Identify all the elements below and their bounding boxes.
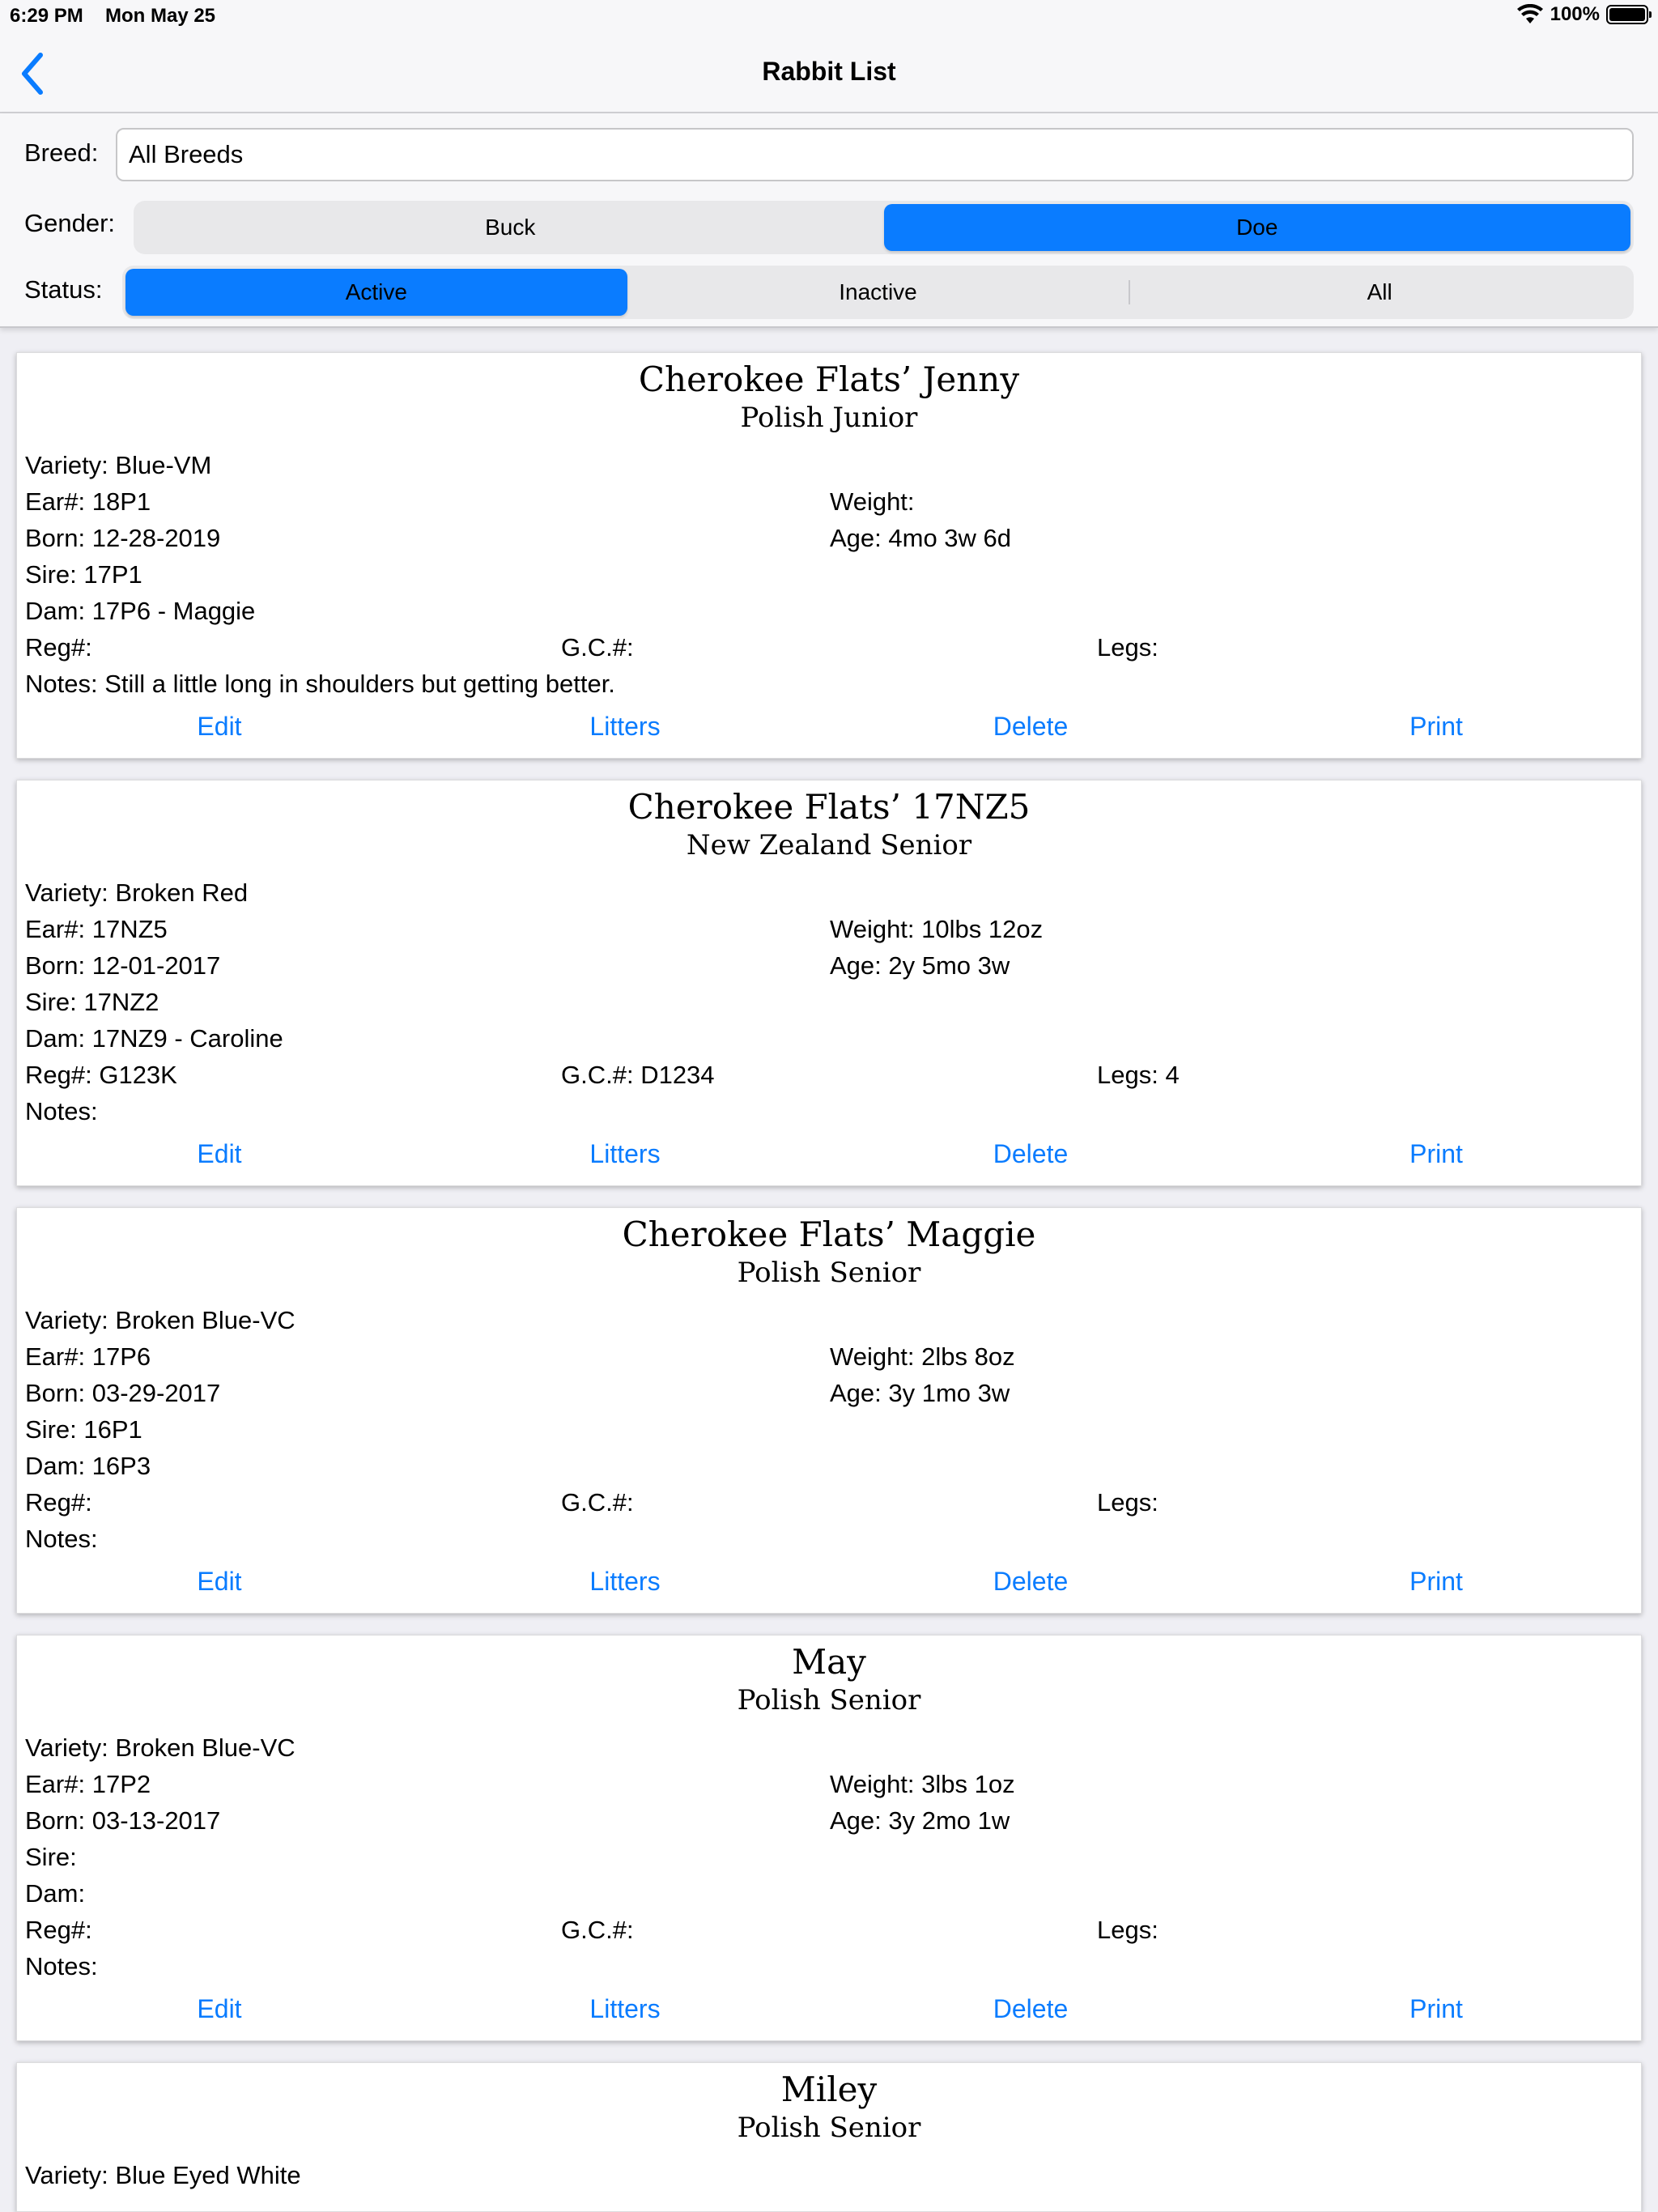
rabbit-reg: Reg#: xyxy=(25,633,92,661)
rabbit-sire: Sire: 17P1 xyxy=(25,560,142,589)
rabbit-breed: New Zealand Senior xyxy=(686,829,972,861)
navigation-bar xyxy=(0,34,1658,113)
rabbit-gc: G.C.#: xyxy=(561,1488,634,1516)
edit-button[interactable]: Edit xyxy=(197,712,242,741)
rabbit-variety: Variety: Broken Blue-VC xyxy=(25,1306,295,1334)
gender-segmented-control xyxy=(134,201,1634,254)
status-option-all[interactable]: All xyxy=(1129,269,1630,316)
rabbit-reg: Reg#: xyxy=(25,1488,92,1516)
rabbit-born: Born: 12-01-2017 xyxy=(25,951,221,980)
rabbit-notes: Notes: xyxy=(25,1952,98,1980)
status-option-active[interactable]: Active xyxy=(125,269,627,316)
rabbit-age: Age: 3y 2mo 1w xyxy=(830,1806,1010,1835)
rabbit-born: Born: 03-29-2017 xyxy=(25,1379,221,1407)
litters-button[interactable]: Litters xyxy=(589,1139,661,1168)
rabbit-reg: Reg#: xyxy=(25,1916,92,1944)
rabbit-notes: Notes: xyxy=(25,1097,98,1125)
rabbit-gc: G.C.#: D1234 xyxy=(561,1061,715,1089)
rabbit-age: Age: 4mo 3w 6d xyxy=(830,524,1012,552)
battery-percent: 100% xyxy=(1550,3,1600,25)
rabbit-weight: Weight: 2lbs 8oz xyxy=(830,1342,1015,1371)
rabbit-age: Age: 3y 1mo 3w xyxy=(830,1379,1010,1407)
rabbit-weight: Weight: xyxy=(830,487,915,516)
rabbit-variety: Variety: Blue Eyed White xyxy=(25,2161,301,2189)
gender-label: Gender: xyxy=(24,209,116,237)
rabbit-born: Born: 12-28-2019 xyxy=(25,524,221,552)
rabbit-age: Age: 2y 5mo 3w xyxy=(830,951,1010,980)
rabbit-name: Miley xyxy=(780,2069,878,2109)
rabbit-breed: Polish Senior xyxy=(737,1257,921,1289)
rabbit-breed: Polish Senior xyxy=(737,1684,921,1716)
litters-button[interactable]: Litters xyxy=(589,712,661,741)
battery-icon xyxy=(1606,5,1648,24)
rabbit-variety: Variety: Broken Blue-VC xyxy=(25,1733,295,1762)
delete-button[interactable]: Delete xyxy=(993,1567,1069,1596)
rabbit-notes: Notes: Still a little long in shoulders but getting better. xyxy=(25,670,615,698)
rabbit-ear: Ear#: 18P1 xyxy=(25,487,151,516)
status-label: Status: xyxy=(24,275,103,304)
rabbit-legs: Legs: 4 xyxy=(1097,1061,1180,1089)
rabbit-card xyxy=(16,1635,1642,2041)
rabbit-legs: Legs: xyxy=(1097,1488,1158,1516)
edit-button[interactable]: Edit xyxy=(197,1139,242,1168)
rabbit-name: Cherokee Flats’ Jenny xyxy=(638,359,1020,399)
rabbit-card xyxy=(16,2062,1642,2212)
rabbit-name: Cherokee Flats’ 17NZ5 xyxy=(627,787,1031,827)
print-button[interactable]: Print xyxy=(1409,712,1463,741)
rabbit-name: Cherokee Flats’ Maggie xyxy=(622,1214,1036,1254)
status-bar xyxy=(0,0,1658,34)
status-date: Mon May 25 xyxy=(105,5,216,27)
rabbit-breed: Polish Senior xyxy=(737,2112,921,2144)
rabbit-sire: Sire: 16P1 xyxy=(25,1415,142,1444)
rabbit-breed: Polish Junior xyxy=(740,402,918,434)
rabbit-weight: Weight: 3lbs 1oz xyxy=(830,1770,1015,1798)
status-right xyxy=(1516,3,1648,26)
rabbit-card xyxy=(16,780,1642,1186)
litters-button[interactable]: Litters xyxy=(589,1567,661,1596)
rabbit-gc: G.C.#: xyxy=(561,633,634,661)
rabbit-born: Born: 03-13-2017 xyxy=(25,1806,221,1835)
rabbit-sire: Sire: xyxy=(25,1843,77,1871)
status-segmented-control xyxy=(122,266,1634,319)
litters-button[interactable]: Litters xyxy=(589,1994,661,2023)
rabbit-gc: G.C.#: xyxy=(561,1916,634,1944)
delete-button[interactable]: Delete xyxy=(993,1139,1069,1168)
rabbit-reg: Reg#: G123K xyxy=(25,1061,177,1089)
rabbit-dam: Dam: xyxy=(25,1879,86,1908)
gender-option-buck[interactable]: Buck xyxy=(485,215,536,240)
rabbit-legs: Legs: xyxy=(1097,1916,1158,1944)
rabbit-ear: Ear#: 17P2 xyxy=(25,1770,151,1798)
breed-label: Breed: xyxy=(24,138,99,167)
rabbit-card xyxy=(16,352,1642,759)
rabbit-variety: Variety: Blue-VM xyxy=(25,451,212,479)
rabbit-name: May xyxy=(792,1642,866,1682)
status-time: 6:29 PM xyxy=(10,5,83,27)
status-option-inactive[interactable]: Inactive xyxy=(839,279,917,304)
edit-button[interactable]: Edit xyxy=(197,1567,242,1596)
delete-button[interactable]: Delete xyxy=(993,712,1069,741)
rabbit-sire: Sire: 17NZ2 xyxy=(25,988,159,1016)
rabbit-ear: Ear#: 17NZ5 xyxy=(25,915,168,943)
rabbit-notes: Notes: xyxy=(25,1525,98,1553)
breed-input[interactable] xyxy=(116,128,1634,181)
edit-button[interactable]: Edit xyxy=(197,1994,242,2023)
delete-button[interactable]: Delete xyxy=(993,1994,1069,2023)
print-button[interactable]: Print xyxy=(1409,1994,1463,2023)
rabbit-variety: Variety: Broken Red xyxy=(25,878,249,907)
rabbit-dam: Dam: 17P6 - Maggie xyxy=(25,597,256,625)
print-button[interactable]: Print xyxy=(1409,1139,1463,1168)
gender-option-doe[interactable]: Doe xyxy=(884,204,1631,251)
print-button[interactable]: Print xyxy=(1409,1567,1463,1596)
rabbit-legs: Legs: xyxy=(1097,633,1158,661)
filter-panel xyxy=(0,113,1658,328)
rabbit-card xyxy=(16,1207,1642,1614)
wifi-icon xyxy=(1516,4,1544,25)
rabbit-weight: Weight: 10lbs 12oz xyxy=(830,915,1044,943)
rabbit-dam: Dam: 17NZ9 - Caroline xyxy=(25,1024,283,1053)
rabbit-ear: Ear#: 17P6 xyxy=(25,1342,151,1371)
rabbit-dam: Dam: 16P3 xyxy=(25,1452,151,1480)
page-title: Rabbit List xyxy=(762,57,896,86)
